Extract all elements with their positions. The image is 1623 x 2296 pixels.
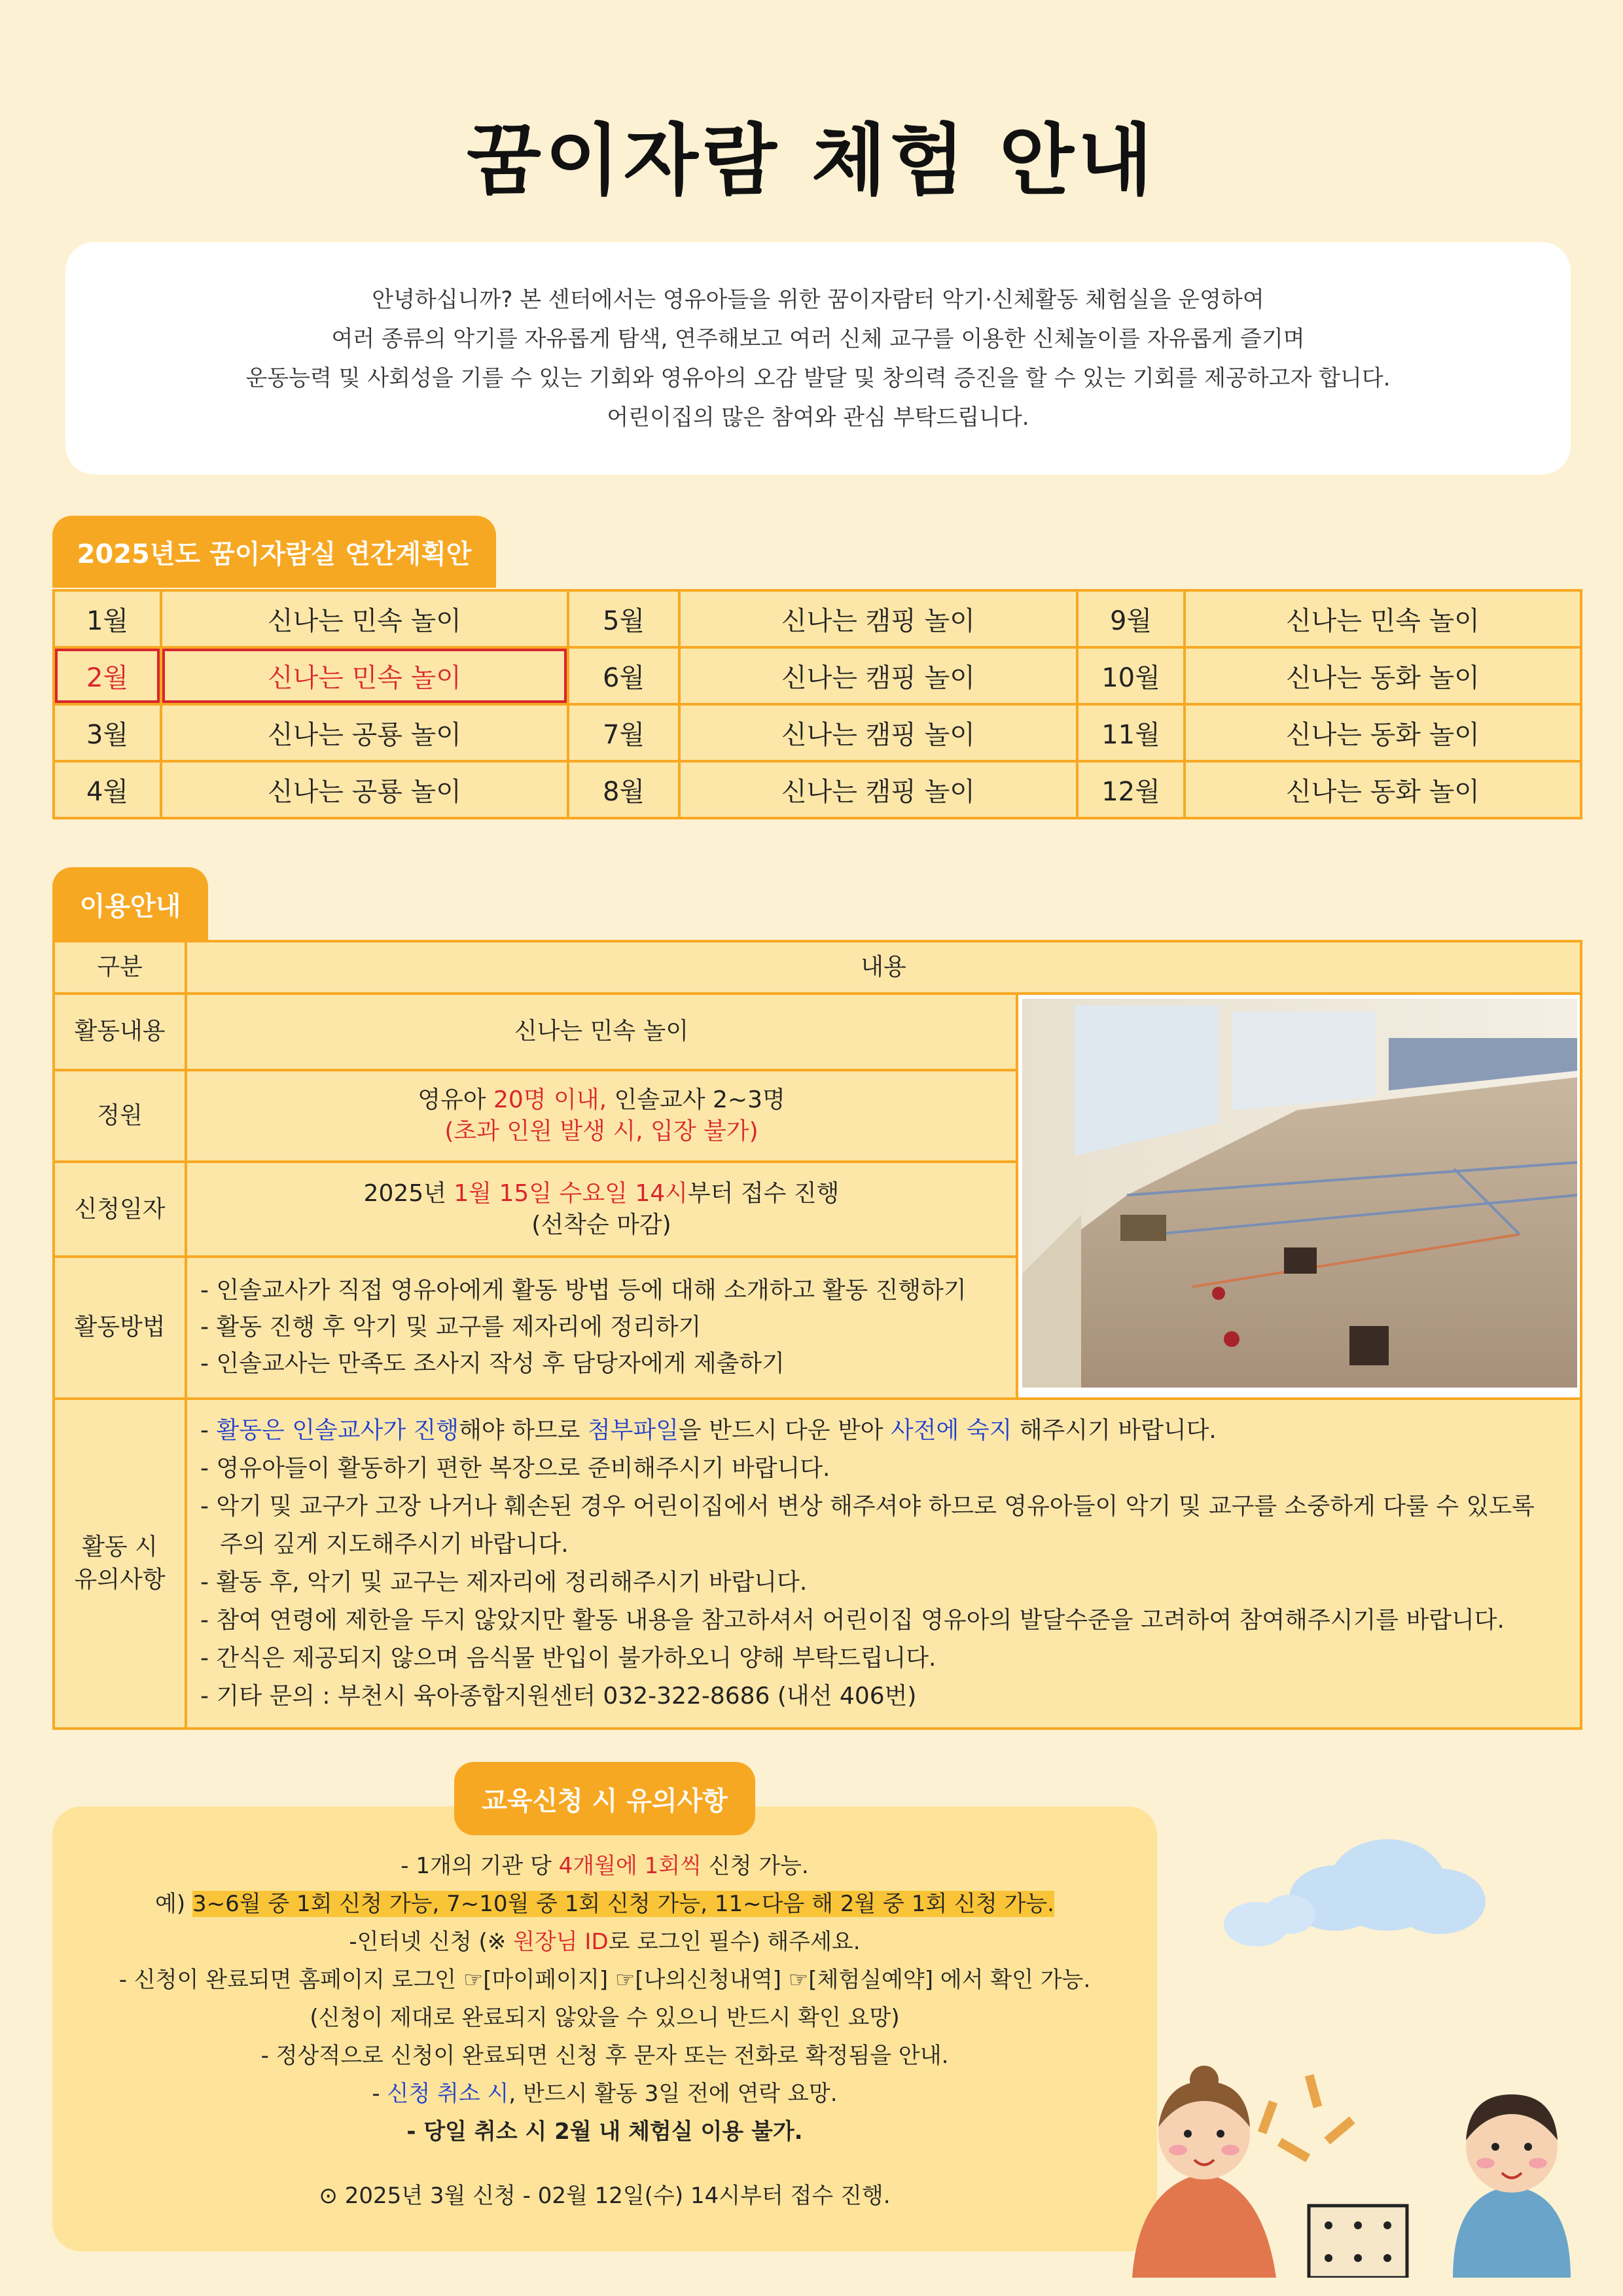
header-content: 내용	[186, 941, 1581, 994]
activity-cell: 신나는 민속 놀이	[161, 590, 568, 647]
date-line	[187, 1178, 1016, 1210]
usage-guide-tab: 이용안내	[52, 867, 208, 941]
activity-cell: 신나는 동화 놀이	[1185, 761, 1581, 818]
apply-text: -인터넷 신청 (※	[349, 1929, 514, 1955]
list-item: - 간식은 제공되지 않으며 음식물 반입이 불가하오니 양해 부탁드립니다.	[200, 1645, 936, 1672]
children-playing-yut-illustration	[1113, 2055, 1610, 2278]
caution-label-line: 유의사항	[74, 1566, 166, 1593]
apply-line: (신청이 제대로 완료되지 않았을 수 있으니 반드시 확인 요망)	[310, 2005, 900, 2031]
apply-text: - 1개의 기관 당	[401, 1853, 559, 1879]
annual-plan-table	[52, 589, 1582, 819]
apply-line	[401, 1847, 808, 1885]
month-cell: 9월	[1077, 590, 1185, 647]
apply-line: - 신청이 완료되면 홈페이지 로그인 ☞[마이페이지] ☞[나의신청내역] ☞[체험실예약] 에서 확인 가능.	[118, 1967, 1091, 1993]
table-row	[54, 994, 1581, 1070]
list-item: - 인솔교사가 직접 영유아에게 활동 방법 등에 대해 소개하고 활동 진행하기	[200, 1277, 967, 1304]
capacity-note: (초과 인원 발생 시, 입장 불가)	[444, 1117, 758, 1145]
month-cell-current: 2월	[54, 647, 161, 704]
list-item: - 참여 연령에 제한을 두지 않았지만 활동 내용을 참고하셔서 어린이집 영유아의 발달수준을 고려하여 참여해주시기를 바랍니다.	[200, 1607, 1505, 1634]
month-cell: 7월	[568, 704, 679, 761]
table-row	[54, 647, 1581, 704]
page-title: 꿈이자람 체험 안내	[466, 115, 1157, 206]
list-item: - 활동 후, 악기 및 교구는 제자리에 정리해주시기 바랍니다.	[200, 1569, 808, 1596]
cloud-icon	[1217, 1806, 1610, 1950]
date-label: 신청일자	[54, 1162, 186, 1257]
intro-box	[65, 242, 1571, 475]
date-note: (선착순 마감)	[531, 1211, 671, 1238]
header-category: 구분	[54, 941, 186, 994]
room-photo	[1017, 994, 1581, 1399]
table-row	[54, 704, 1581, 761]
apply-line	[406, 2113, 802, 2151]
caution-text: 해주시기 바랍니다.	[1012, 1417, 1217, 1444]
attachment-text: 첨부파일	[587, 1417, 679, 1444]
list-item: - 기타 문의 : 부천시 육아종합지원센터 032-322-8686 (내선 406번)	[200, 1683, 917, 1710]
list-item: - 인솔교사는 만족도 조사지 작성 후 담당자에게 제출하기	[200, 1350, 785, 1378]
usage-guide-table	[52, 940, 1582, 1730]
month-cell: 10월	[1077, 647, 1185, 704]
capacity-text: 인솔교사 2~3명	[607, 1086, 785, 1113]
list-item: - 영유아들이 활동하기 편한 복장으로 준비해주시기 바랍니다.	[200, 1455, 830, 1482]
activity-label: 활동내용	[54, 994, 186, 1070]
activity-cell: 신나는 캠핑 놀이	[679, 761, 1077, 818]
month-cell: 3월	[54, 704, 161, 761]
activity-cell: 신나는 캠핑 놀이	[679, 704, 1077, 761]
method-label: 활동방법	[54, 1257, 186, 1399]
activity-cell-current: 신나는 민속 놀이	[161, 647, 568, 704]
apply-highlight: 신청 취소 시	[387, 2081, 509, 2107]
apply-highlight: 원장님 ID	[513, 1929, 609, 1955]
caution-label-line: 활동 시	[82, 1534, 158, 1560]
month-cell: 6월	[568, 647, 679, 704]
table-row	[54, 1399, 1581, 1729]
date-text: 부터 접수 진행	[687, 1179, 840, 1207]
table-row	[54, 590, 1581, 647]
caution-text: 을 반드시 다운 받아	[678, 1417, 891, 1444]
caution-list	[186, 1399, 1581, 1729]
activity-cell: 신나는 민속 놀이	[1185, 590, 1581, 647]
activity-cell: 신나는 캠핑 놀이	[679, 590, 1077, 647]
capacity-highlight: 20명 이내,	[493, 1086, 607, 1113]
activity-cell: 신나는 동화 놀이	[1185, 704, 1581, 761]
apply-text: 예)	[155, 1891, 192, 1917]
date-text: 2025년	[363, 1179, 454, 1207]
caution-label	[54, 1399, 186, 1729]
capacity-line	[187, 1085, 1016, 1116]
apply-line	[372, 2075, 837, 2113]
apply-line	[349, 1923, 860, 1961]
apply-line	[155, 1885, 1054, 1923]
capacity-value	[186, 1070, 1017, 1162]
apply-text: 신청 가능.	[701, 1853, 809, 1879]
apply-line: ⊙ 2025년 3월 신청 - 02월 12일(수) 14시부터 접수 진행.	[319, 2183, 891, 2209]
playroom-photo-image	[1022, 999, 1577, 1388]
table-row	[54, 761, 1581, 818]
application-notes-box	[52, 1806, 1157, 2251]
month-cell: 1월	[54, 590, 161, 647]
activity-cell: 신나는 캠핑 놀이	[679, 647, 1077, 704]
intro-line: 여러 종류의 악기를 자유롭게 탐색, 연주해보고 여러 신체 교구를 이용한 신체놀이를 자유롭게 즐기며	[331, 325, 1305, 352]
capacity-text: 영유아	[418, 1086, 493, 1113]
caution-highlight: 활동은 인솔교사가 진행	[216, 1417, 459, 1444]
date-highlight: 1월 15일 수요일 14시	[454, 1179, 688, 1207]
apply-text: 로 로그인 필수) 해주세요.	[608, 1929, 861, 1955]
apply-bold-text: - 당일 취소 시 2월 내 체험실 이용 불가.	[406, 2119, 803, 2145]
activity-cell: 신나는 공룡 놀이	[161, 761, 568, 818]
list-item	[200, 1412, 1580, 1450]
activity-value: 신나는 민속 놀이	[186, 994, 1017, 1070]
method-list	[186, 1257, 1017, 1399]
activity-cell: 신나는 동화 놀이	[1185, 647, 1581, 704]
apply-highlight: 4개월에 1회씩	[558, 1853, 702, 1879]
list-item: - 악기 및 교구가 고장 나거나 훼손된 경우 어린이집에서 변상 해주셔야 하므로 영유아들이 악기 및 교구를 소중하게 다룰 수 있도록	[200, 1493, 1535, 1520]
caution-highlight: 사전에 숙지	[890, 1417, 1012, 1444]
intro-line: 운동능력 및 사회성을 기를 수 있는 기회와 영유아의 오감 발달 및 창의력 증진을 할 수 있는 기회를 제공하고자 합니다.	[245, 365, 1391, 391]
month-cell: 8월	[568, 761, 679, 818]
intro-line: 어린이집의 많은 참여와 관심 부탁드립니다.	[607, 404, 1029, 431]
activity-cell: 신나는 공룡 놀이	[161, 704, 568, 761]
month-cell: 5월	[568, 590, 679, 647]
date-value	[186, 1162, 1017, 1257]
month-cell: 12월	[1077, 761, 1185, 818]
caution-text: -	[200, 1417, 217, 1444]
apply-line: - 정상적으로 신청이 완료되면 신청 후 문자 또는 전화로 확정됨을 안내.	[260, 2043, 949, 2069]
annual-plan-tab: 2025년도 꿈이자람실 연간계획안	[52, 516, 496, 588]
capacity-label: 정원	[54, 1070, 186, 1162]
application-notes-tab: 교육신청 시 유의사항	[454, 1762, 755, 1835]
list-item: 주의 깊게 지도해주시기 바랍니다.	[220, 1531, 569, 1558]
list-item: - 활동 진행 후 악기 및 교구를 제자리에 정리하기	[200, 1314, 702, 1341]
apply-highlight: 3~6월 중 1회 신청 가능, 7~10월 중 1회 신청 가능, 11~다음 해 2월 중 1회 신청 가능.	[192, 1891, 1054, 1917]
month-cell: 4월	[54, 761, 161, 818]
caution-text: 해야 하므로	[459, 1417, 588, 1444]
apply-text: , 반드시 활동 3일 전에 연락 요망.	[508, 2081, 838, 2107]
apply-text: -	[372, 2081, 387, 2107]
table-header-row	[54, 941, 1581, 994]
intro-line: 안녕하십니까? 본 센터에서는 영유아들을 위한 꿈이자람터 악기·신체활동 체험실을 운영하여	[372, 286, 1264, 313]
month-cell: 11월	[1077, 704, 1185, 761]
